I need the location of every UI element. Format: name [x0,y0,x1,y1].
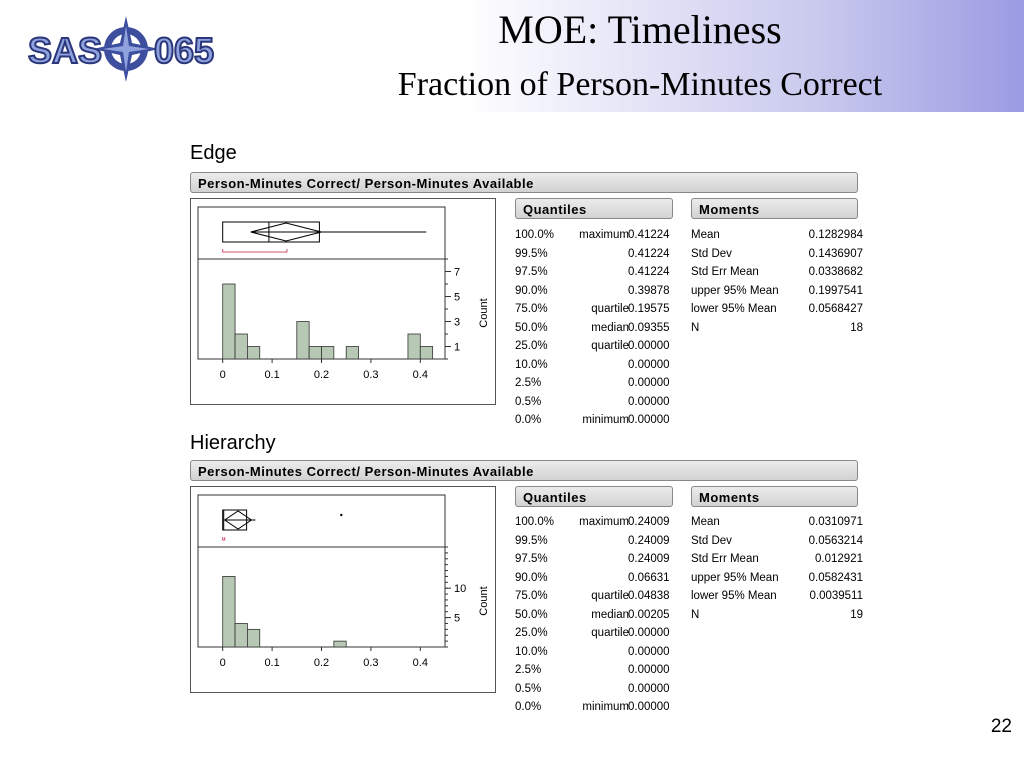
quantile-pct: 90.0% [515,284,548,297]
quantile-row [515,532,685,551]
quantile-value: 0.09355 [628,321,670,334]
moment-value: 19 [850,608,863,621]
histogram-bar [235,623,247,647]
page-number: 22 [990,716,1012,737]
histogram-chart-edge [191,199,497,406]
quantile-value: 0.00000 [628,682,670,695]
slide-title: MOE: Timeliness [498,7,782,52]
quantile-value: 0.24009 [628,534,670,547]
quantile-pct: 0.0% [515,701,542,713]
x-tick-label: 0.3 [363,369,379,381]
quantile-row [515,698,685,717]
histogram-bar [346,347,358,360]
quantile-row [515,356,685,375]
moment-row [691,569,863,588]
histogram-bar [322,347,334,360]
quantile-value: 0.00000 [628,701,670,713]
outlier-point [340,514,342,516]
quantile-value: 0.00000 [628,358,670,371]
quantile-pct: 100.0% [515,516,555,528]
x-tick-label: 0 [219,657,226,669]
moment-row [691,245,863,264]
moment-row [691,587,863,606]
quantile-pct: 90.0% [515,571,548,584]
moment-label: Std Err Mean [691,266,759,278]
histogram-bar [309,347,321,360]
y-axis-label: Count [478,586,490,616]
quantile-row [515,643,685,662]
quantile-label: median [591,321,629,334]
moment-row [691,319,863,338]
quantiles-table-edge [515,226,685,430]
quantile-row [515,569,685,588]
quantile-row [515,606,685,625]
section-label-hierarchy: Hierarchy [190,432,276,454]
quantile-row [515,661,685,680]
quantile-pct: 50.0% [515,608,548,621]
quantile-label: maximum [579,516,629,528]
y-tick-label: 10 [454,583,467,596]
quantile-value: 0.24009 [628,516,670,528]
y-tick-label: 7 [454,266,461,279]
y-tick-label: 5 [454,612,461,625]
section-label-edge: Edge [190,142,237,164]
quantile-row [515,411,685,430]
quantile-pct: 2.5% [515,664,542,676]
moment-row [691,263,863,282]
quantile-row [515,393,685,412]
moment-value: 18 [850,321,863,334]
moment-label: Std Dev [691,534,732,547]
quantile-pct: 99.5% [515,247,548,260]
moment-value: 0.012921 [815,553,863,565]
svg-text:065: 065 [154,30,215,71]
histogram-bar [223,576,235,647]
distribution-header-hierarchy[interactable]: Person-Minutes Correct/ Person-Minutes Available [190,460,858,481]
quantile-value: 0.00000 [628,377,670,389]
quantile-label: quartile [591,590,629,602]
quantile-row [515,263,685,282]
distribution-header-edge[interactable]: Person-Minutes Correct/ Person-Minutes Available [190,172,858,193]
x-tick-label: 0 [219,369,226,381]
quantiles-header-hierarchy[interactable]: Quantiles [515,486,673,507]
quantile-pct: 0.0% [515,414,542,426]
distribution-plot-edge [190,198,496,405]
histogram-bar [297,322,309,360]
y-tick-label: 3 [454,316,461,329]
x-tick-label: 0.4 [412,657,428,669]
quantile-row [515,319,685,338]
quantile-pct: 97.5% [515,553,548,565]
moment-row [691,300,863,319]
quantile-value: 0.41224 [628,247,670,260]
quantile-pct: 25.0% [515,627,548,639]
quantile-row [515,513,685,532]
y-tick-label: 5 [454,291,461,304]
moment-label: Std Dev [691,247,732,260]
moment-value: 0.0039511 [809,590,863,602]
svg-text:SAS: SAS [28,30,103,71]
distribution-plot-hierarchy [190,486,496,693]
histogram-bar [247,629,259,647]
moment-value: 0.1436907 [808,247,863,260]
moment-label: Mean [691,229,720,241]
moment-label: upper 95% Mean [691,284,779,297]
quantile-pct: 0.5% [515,395,542,408]
moment-row [691,226,863,245]
quantile-value: 0.06631 [628,571,670,584]
moment-value: 0.0568427 [808,303,863,315]
quantiles-table-hierarchy [515,513,685,717]
quantile-value: 0.00000 [628,414,670,426]
quantile-row [515,587,685,606]
quantile-row [515,300,685,319]
quantile-label: median [591,608,629,621]
quantile-value: 0.00000 [628,340,670,352]
moments-header-hierarchy[interactable]: Moments [691,486,858,507]
histogram-bar [223,284,235,359]
quantile-value: 0.19575 [628,303,670,315]
quantile-pct: 10.0% [515,645,548,658]
x-tick-label: 0.1 [264,369,280,381]
moments-table-hierarchy [691,513,863,624]
quantile-value: 0.41224 [628,266,670,278]
moment-label: N [691,608,700,621]
shortest-half-bracket [223,249,287,252]
shortest-half-bracket [223,537,225,540]
quantile-row [515,374,685,393]
histogram-bar [334,641,346,647]
y-tick-label: 1 [454,341,461,354]
moment-label: N [691,321,700,334]
histogram-bar [408,334,420,359]
quantile-pct: 25.0% [515,340,548,352]
moments-header-edge[interactable]: Moments [691,198,858,219]
moment-value: 0.1997541 [808,284,863,297]
moment-row [691,550,863,569]
histogram-bar [420,347,432,360]
quantile-row [515,680,685,699]
quantile-value: 0.00000 [628,395,670,408]
moment-label: upper 95% Mean [691,571,779,584]
quantile-pct: 75.0% [515,303,548,315]
quantile-value: 0.00000 [628,664,670,676]
x-tick-label: 0.2 [313,369,330,381]
moment-value: 0.0563214 [808,534,863,547]
quantile-pct: 2.5% [515,377,542,389]
quantile-pct: 100.0% [515,229,555,241]
moment-value: 0.1282984 [808,229,863,241]
quantile-value: 0.41224 [628,229,670,241]
moment-row [691,532,863,551]
moment-label: Mean [691,516,720,528]
x-tick-label: 0.1 [264,657,280,669]
histogram-chart-hierarchy [191,487,497,694]
quantile-pct: 50.0% [515,321,548,334]
moment-label: lower 95% Mean [691,303,777,315]
quantile-pct: 10.0% [515,358,548,371]
moments-table-edge [691,226,863,337]
x-tick-label: 0.2 [313,657,330,669]
histogram-bar [247,347,259,360]
y-axis-label: Count [478,298,490,328]
quantile-label: quartile [591,627,629,639]
quantile-row [515,226,685,245]
quantile-label: quartile [591,303,629,315]
quantile-pct: 97.5% [515,266,548,278]
quantile-value: 0.00000 [628,627,670,639]
quantile-label: minimum [582,414,629,426]
quantile-value: 0.24009 [628,553,670,565]
x-tick-label: 0.4 [412,369,428,381]
quantile-value: 0.39878 [628,284,670,297]
quantile-label: quartile [591,340,629,352]
quantile-label: minimum [582,701,629,713]
quantile-row [515,337,685,356]
quantile-pct: 99.5% [515,534,548,547]
x-tick-label: 0.3 [363,657,379,669]
quantile-row [515,624,685,643]
histogram-bar [235,334,247,359]
quantile-pct: 75.0% [515,590,548,602]
quantile-value: 0.04838 [628,590,670,602]
moment-value: 0.0582431 [808,571,863,584]
quantile-label: maximum [579,229,629,241]
moment-label: lower 95% Mean [691,590,777,602]
quantile-row [515,245,685,264]
moment-label: Std Err Mean [691,553,759,565]
quantile-row [515,550,685,569]
moment-row [691,606,863,625]
moment-row [691,282,863,301]
quantile-value: 0.00205 [628,608,670,621]
quantile-row [515,282,685,301]
quantiles-header-edge[interactable]: Quantiles [515,198,673,219]
slide-subtitle: Fraction of Person-Minutes Correct [397,66,883,103]
moment-value: 0.0338682 [808,266,863,278]
moment-value: 0.0310971 [808,516,863,528]
moment-row [691,513,863,532]
quantile-value: 0.00000 [628,645,670,658]
quantile-pct: 0.5% [515,682,542,695]
